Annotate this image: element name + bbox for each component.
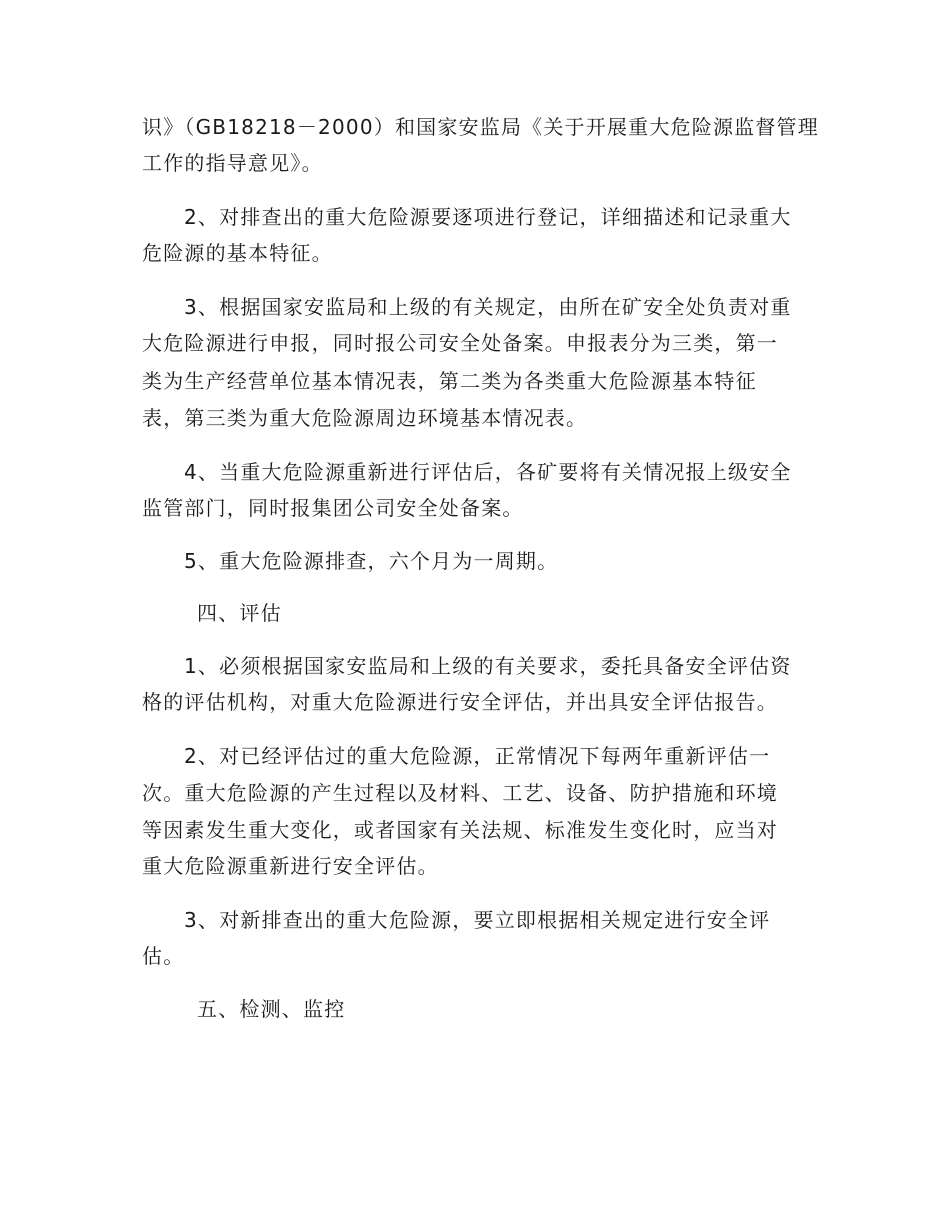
text-line: 监管部门，同时报集团公司安全处备案。 bbox=[142, 496, 524, 520]
text-line: 大危险源进行申报，同时报公司安全处备案。申报表分为三类，第一 bbox=[142, 331, 778, 355]
paragraph-start-line: 2、对排查出的重大危险源要逐项进行登记，详细描述和记录重大 bbox=[184, 205, 792, 229]
paragraph-start-line: 3、对新排查出的重大危险源，要立即根据相关规定进行安全评 bbox=[184, 908, 771, 932]
text-line: 格的评估机构，对重大危险源进行安全评估，并出具安全评估报告。 bbox=[142, 690, 778, 714]
text-line: 重大危险源重新进行安全评估。 bbox=[142, 854, 439, 878]
text-line: 估。 bbox=[142, 944, 185, 968]
text-line: 表，第三类为重大危险源周边环境基本情况表。 bbox=[142, 406, 588, 430]
section-heading: 五、检测、监控 bbox=[197, 997, 346, 1021]
text-line: 次。重大危险源的产生过程以及材料、工艺、设备、防护措施和环境 bbox=[142, 781, 778, 805]
section-heading: 四、评估 bbox=[197, 601, 282, 625]
paragraph-start-line: 4、当重大危险源重新进行评估后，各矿要将有关情况报上级安全 bbox=[184, 460, 792, 484]
text-line: 等因素发生重大变化，或者国家有关法规、标准发生变化时，应当对 bbox=[142, 818, 778, 842]
paragraph-start-line: 1、必须根据国家安监局和上级的有关要求，委托具备安全评估资 bbox=[184, 654, 792, 678]
text-line: 类为生产经营单位基本情况表，第二类为各类重大危险源基本特征 bbox=[142, 369, 757, 393]
paragraph-start-line: 2、对已经评估过的重大危险源，正常情况下每两年重新评估一 bbox=[184, 744, 771, 768]
text-line: 工作的指导意见》。 bbox=[142, 151, 323, 175]
paragraph-start-line: 5、重大危险源排查，六个月为一周期。 bbox=[184, 549, 559, 573]
text-line: 危险源的基本特征。 bbox=[142, 241, 333, 265]
paragraph-start-line: 3、根据国家安监局和上级的有关规定，由所在矿安全处负责对重 bbox=[184, 295, 792, 319]
text-line: 识》（GB18218－2000）和国家安监局《关于开展重大危险源监督管理 bbox=[142, 115, 819, 139]
